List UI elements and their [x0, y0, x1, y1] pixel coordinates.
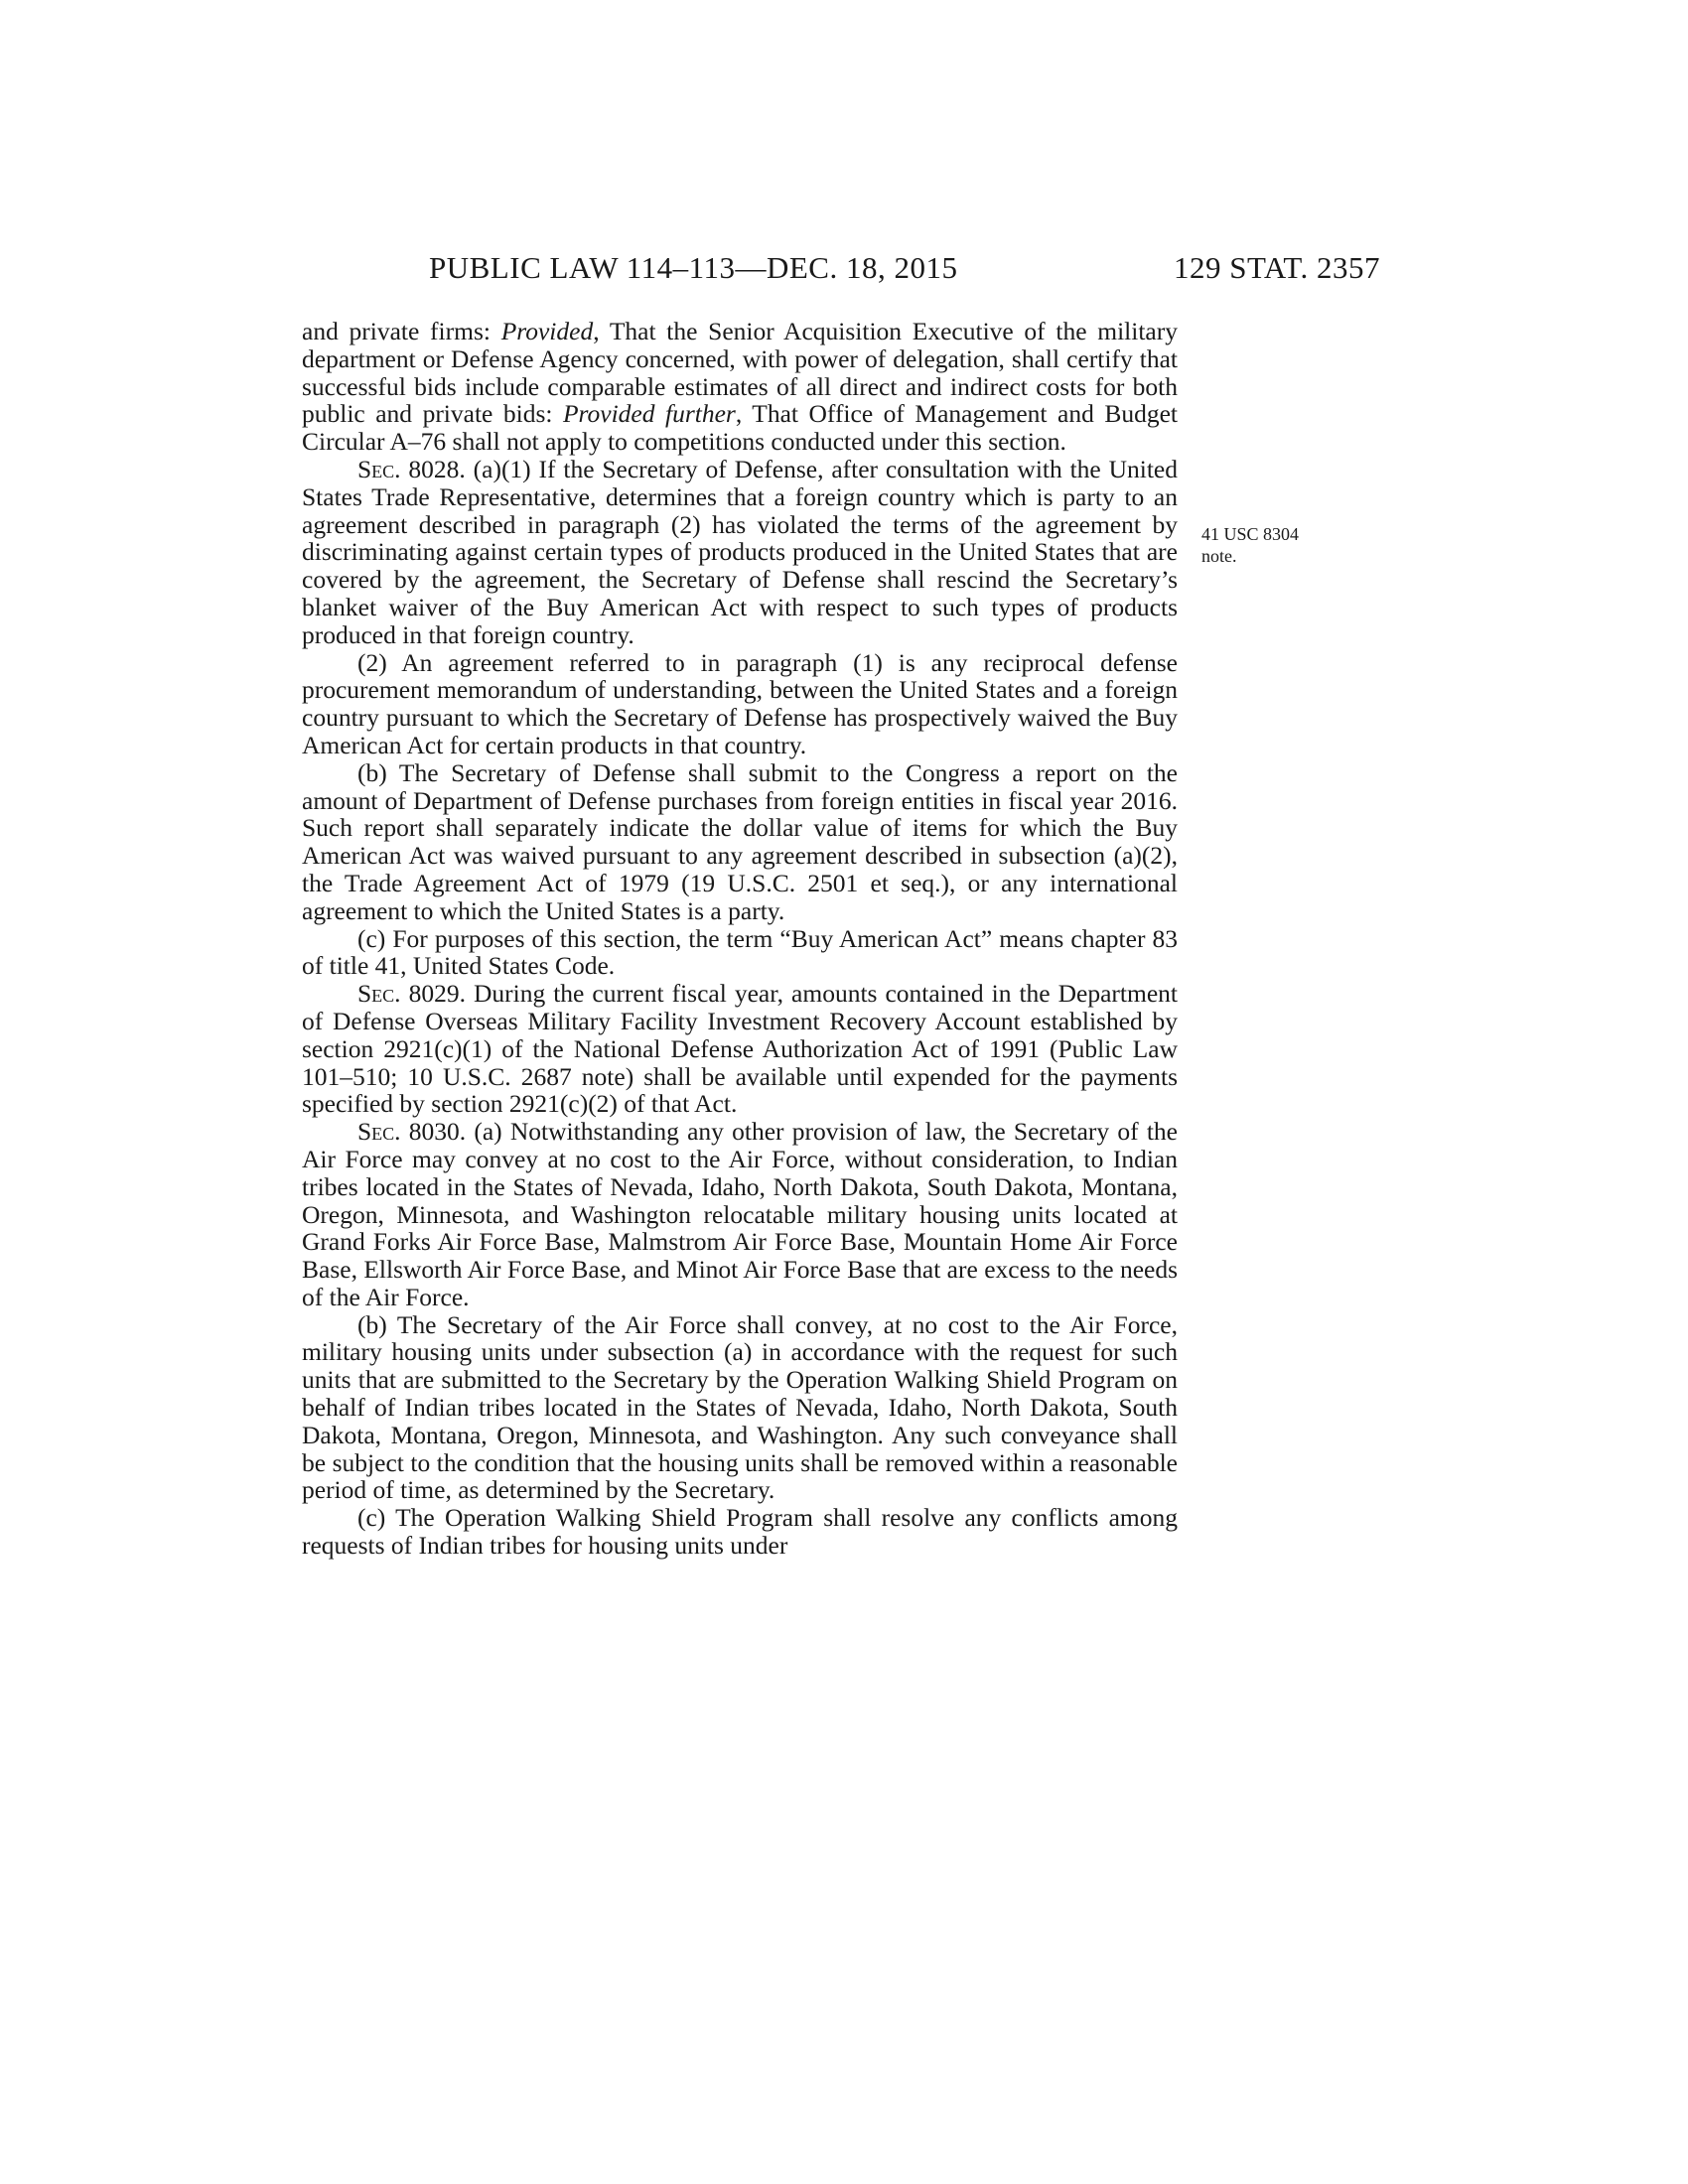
section-8030-c [302, 1504, 1178, 1560]
section-8028-c [302, 925, 1178, 981]
header-page-reference: 129 STAT. 2357 [1173, 250, 1380, 285]
margin-note [1201, 523, 1360, 567]
text-run: 8029. During the current fiscal year, amounts contained in the Department of Defense Overseas Military Facility Investment Recovery Account established by section 2921(c)(1) of the National Defense Authorization Act of 1991 (Public Law 101–510; 10 U.S.C. 2687 note) shall be available until expended for the payments specified by section 2921(c)(2) of that Act. [302, 979, 1178, 1119]
italic-run: Provided [500, 317, 594, 345]
text-run: (c) For purposes of this section, the term “Buy American Act” means chapter 83 of title 41, United States Code. [302, 923, 1178, 981]
text-run: , That Office of Management and Budget Circular A–76 shall not apply to competitions conducted under this section. [302, 399, 1179, 457]
section-8030-b [302, 1311, 1178, 1505]
section-label: Sec. [357, 454, 401, 483]
running-header [298, 250, 1380, 290]
section-label: Sec. [357, 1117, 401, 1147]
body-text [302, 318, 1178, 1560]
italic-run: Provided further [562, 399, 736, 429]
text-run: and private firms: [302, 317, 501, 345]
text-run: 8030. (a) Notwithstanding any other provision of law, the Secretary of the Air Force may convey at no cost to the Air Force, without consideration, to Indian tribes located in the States of Nevada, Idaho, North Dakota, South Dakota, Montana, Oregon, Minnesota, and Washington relocatable military housing units located at Grand Forks Air Force Base, Malmstrom Air Force Base, Mountain Home Air Force Base, Ellsworth Air Force Base, and Minot Air Force Base that are excess to the needs of the Air Force. [302, 1117, 1178, 1311]
text-run: 8028. (a)(1) If the Secretary of Defense, after consultation with the United States Trade Representative, determines that a foreign country which is party to an agreement described in paragraph (2) has violated the terms of the agreement by discriminating against certain types of products produced in the United States that are covered by the agreement, the Secretary of Defense shall rescind the Secretary’s blanket waiver of the Buy American Act with respect to such types of products produced in that foreign country. [302, 454, 1178, 649]
section-8028-a [302, 456, 1178, 649]
section-8028-a-2 [302, 649, 1178, 759]
text-run: (b) The Secretary of the Air Force shall convey, at no cost to the Air Force, military housing units under subsection (a) in accordance with the request for such units that are submitted to the Secretary by the Operation Walking Shield Program on behalf of Indian tribes located in the States of Nevada, Idaho, North Dakota, South Dakota, Montana, Oregon, Minnesota, and Washington. Any such conveyance shall be subject to the condition that the housing units shall be removed within a reasonable period of time, as determined by the Secretary. [302, 1309, 1178, 1505]
header-title: PUBLIC LAW 114–113—DEC. 18, 2015 [429, 250, 958, 285]
section-8028-b [302, 759, 1178, 925]
text-run: (b) The Secretary of Defense shall submit to the Congress a report on the amount of Department of Defense purchases from foreign entities in fiscal year 2016. Such report shall separately indicate the dollar value of items for which the Buy American Act was waived pursuant to any agreement described in subsection (a)(2), the Trade Agreement Act of 1979 (19 U.S.C. 2501 et seq.), or any international agreement to which the United States is a party. [302, 757, 1178, 925]
margin-note-citation: 41 USC 8304 [1201, 524, 1300, 544]
section-8030-a [302, 1118, 1178, 1311]
text-run: (c) The Operation Walking Shield Program shall resolve any conflicts among requests of Indian tribes for housing units under [302, 1503, 1178, 1561]
section-8029 [302, 980, 1178, 1118]
text-run: , That the Senior Acquisition Executive of the military department or Defense Agency concerned, with power of delegation, shall certify that successful bids include comparable estimates of all direct and indirect costs for both public and private bids: [302, 317, 1178, 429]
margin-note-suffix: note. [1201, 546, 1237, 566]
paragraph-continuation [302, 318, 1178, 456]
section-label: Sec. [357, 979, 401, 1009]
text-run: (2) An agreement referred to in paragraph (1) is any reciprocal defense procurement memorandum of understanding, between the United States and a foreign country pursuant to which the Secretary of Defense has prospectively waived the Buy American Act for certain products in that country. [302, 647, 1178, 759]
